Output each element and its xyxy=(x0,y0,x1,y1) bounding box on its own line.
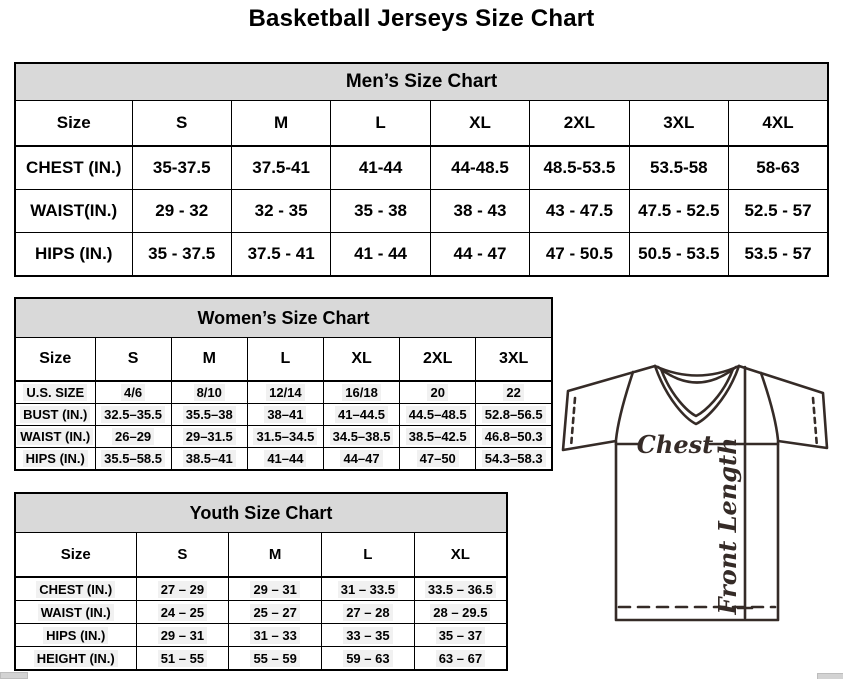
page-title: Basketball Jerseys Size Chart xyxy=(248,5,595,32)
size-value-cell: 38 - 43 xyxy=(430,190,529,233)
column-header-cell: M xyxy=(229,533,322,578)
row-label-cell xyxy=(15,647,136,671)
size-value-cell xyxy=(476,404,552,426)
cell-text: 31 – 33 xyxy=(250,627,299,644)
size-value-cell: 47.5 - 52.5 xyxy=(629,190,728,233)
size-value-cell: 37.5-41 xyxy=(231,146,330,190)
column-header-cell: S xyxy=(132,101,231,147)
row-label-cell xyxy=(15,601,136,624)
row-label-cell xyxy=(15,577,136,601)
size-value-cell xyxy=(229,647,322,671)
womens-table-title: Women’s Size Chart xyxy=(15,298,552,338)
mens-table-title: Men’s Size Chart xyxy=(15,63,828,101)
size-value-cell: 37.5 - 41 xyxy=(231,233,330,277)
chest-label: Chest xyxy=(636,430,714,459)
size-value-cell: 48.5-53.5 xyxy=(530,146,629,190)
size-value-cell: 53.5 - 57 xyxy=(729,233,828,277)
cell-text: WAIST (IN.) xyxy=(17,428,93,445)
cell-text: 26–29 xyxy=(112,428,154,445)
youth-size-table xyxy=(14,492,508,671)
cell-text: 29 – 31 xyxy=(158,627,207,644)
size-value-cell xyxy=(247,404,323,426)
cell-text: HEIGHT (IN.) xyxy=(34,650,118,667)
size-value-cell xyxy=(171,448,247,471)
size-value-cell: 41 - 44 xyxy=(331,233,430,277)
cell-text: HIPS (IN.) xyxy=(43,627,108,644)
cell-text: 44–47 xyxy=(340,450,382,467)
cell-text: 29–31.5 xyxy=(183,428,236,445)
size-value-cell: 35-37.5 xyxy=(132,146,231,190)
table-row xyxy=(15,426,552,448)
armhole-seam-right xyxy=(761,373,778,440)
cell-text: 51 – 55 xyxy=(158,650,207,667)
cell-text: HIPS (IN.) xyxy=(23,450,88,467)
table-row xyxy=(15,601,507,624)
table-header-row xyxy=(15,533,507,578)
row-label-cell xyxy=(15,404,95,426)
cell-text: 41–44.5 xyxy=(335,406,388,423)
row-label-cell xyxy=(15,448,95,471)
size-value-cell: 44 - 47 xyxy=(430,233,529,277)
table-row xyxy=(15,624,507,647)
column-header-cell: 3XL xyxy=(629,101,728,147)
size-value-cell xyxy=(323,381,399,404)
size-value-cell: 41-44 xyxy=(331,146,430,190)
front-length-label: Front Length xyxy=(713,437,742,615)
cell-text: 32.5–35.5 xyxy=(101,406,165,423)
table-row xyxy=(15,577,507,601)
table-body xyxy=(15,146,828,276)
row-label-cell xyxy=(15,624,136,647)
size-value-cell xyxy=(400,404,476,426)
table-title-row xyxy=(15,493,507,533)
size-value-cell xyxy=(414,577,507,601)
cell-text: BUST (IN.) xyxy=(20,406,90,423)
table-row xyxy=(15,404,552,426)
column-header-cell: 2XL xyxy=(530,101,629,147)
size-value-cell xyxy=(322,647,415,671)
cell-text: 29 – 31 xyxy=(250,581,299,598)
cell-text: 35.5–58.5 xyxy=(101,450,165,467)
armhole-seam-left xyxy=(616,372,633,440)
size-value-cell xyxy=(136,577,229,601)
size-value-cell xyxy=(476,448,552,471)
size-value-cell xyxy=(322,601,415,624)
column-header-cell: XL xyxy=(430,101,529,147)
mens-size-table xyxy=(14,62,829,277)
cell-text: 35.5–38 xyxy=(183,406,236,423)
cell-text: 52.8–56.5 xyxy=(482,406,546,423)
table-body xyxy=(15,577,507,670)
column-header-cell: Size xyxy=(15,533,136,578)
cell-text: 28 – 29.5 xyxy=(430,604,490,621)
size-value-cell xyxy=(229,624,322,647)
cell-text: 12/14 xyxy=(266,384,305,401)
row-label-cell: CHEST (IN.) xyxy=(15,146,132,190)
size-value-cell xyxy=(136,647,229,671)
cell-text: 24 – 25 xyxy=(158,604,207,621)
cell-text: 44.5–48.5 xyxy=(406,406,470,423)
size-value-cell xyxy=(400,381,476,404)
size-value-cell xyxy=(323,404,399,426)
size-value-cell: 29 - 32 xyxy=(132,190,231,233)
youth-table-title: Youth Size Chart xyxy=(15,493,507,533)
cell-text: 35 – 37 xyxy=(436,627,485,644)
column-header-cell: M xyxy=(171,338,247,382)
column-header-cell: 4XL xyxy=(729,101,828,147)
column-header-cell: S xyxy=(136,533,229,578)
size-value-cell xyxy=(400,426,476,448)
table-title-row xyxy=(15,298,552,338)
column-header-cell: L xyxy=(331,101,430,147)
jersey-outline xyxy=(563,366,827,620)
table-header-row xyxy=(15,101,828,147)
table-title-row xyxy=(15,63,828,101)
cell-text: 34.5–38.5 xyxy=(330,428,394,445)
size-value-cell xyxy=(136,624,229,647)
size-value-cell xyxy=(171,426,247,448)
cell-text: 38.5–41 xyxy=(183,450,236,467)
cuff-dashed-left xyxy=(571,398,575,447)
cell-text: CHEST (IN.) xyxy=(36,581,115,598)
cell-text: 31.5–34.5 xyxy=(253,428,317,445)
size-value-cell: 52.5 - 57 xyxy=(729,190,828,233)
size-value-cell xyxy=(322,624,415,647)
size-value-cell xyxy=(95,426,171,448)
cell-text: 46.8–50.3 xyxy=(482,428,546,445)
size-value-cell: 44-48.5 xyxy=(430,146,529,190)
cell-text: 27 – 29 xyxy=(158,581,207,598)
column-header-cell: L xyxy=(247,338,323,382)
cell-text: 33 – 35 xyxy=(343,627,392,644)
cell-text: 59 – 63 xyxy=(343,650,392,667)
size-value-cell: 50.5 - 53.5 xyxy=(629,233,728,277)
size-value-cell xyxy=(414,624,507,647)
size-value-cell xyxy=(476,381,552,404)
table-row xyxy=(15,448,552,471)
row-label-cell: HIPS (IN.) xyxy=(15,233,132,277)
size-value-cell xyxy=(247,426,323,448)
column-header-cell: Size xyxy=(15,338,95,382)
cell-text: WAIST (IN.) xyxy=(38,604,114,621)
cell-text: 22 xyxy=(503,384,523,401)
table-row xyxy=(15,190,828,233)
table-body xyxy=(15,381,552,470)
cell-text: 54.3–58.3 xyxy=(482,450,546,467)
row-label-cell xyxy=(15,426,95,448)
size-value-cell xyxy=(95,448,171,471)
cell-text: 4/6 xyxy=(121,384,145,401)
size-value-cell: 47 - 50.5 xyxy=(530,233,629,277)
size-value-cell: 58-63 xyxy=(729,146,828,190)
cell-text: 25 – 27 xyxy=(250,604,299,621)
size-value-cell: 35 - 38 xyxy=(331,190,430,233)
scrollbar-fragment-left[interactable] xyxy=(0,672,28,679)
column-header-cell: M xyxy=(231,101,330,147)
column-header-cell: XL xyxy=(414,533,507,578)
size-value-cell xyxy=(95,404,171,426)
size-value-cell xyxy=(136,601,229,624)
cell-text: U.S. SIZE xyxy=(23,384,87,401)
table-header-row xyxy=(15,338,552,382)
size-value-cell: 32 - 35 xyxy=(231,190,330,233)
cell-text: 27 – 28 xyxy=(343,604,392,621)
size-value-cell xyxy=(323,448,399,471)
size-value-cell xyxy=(322,577,415,601)
jersey-diagram xyxy=(555,354,843,670)
womens-size-table xyxy=(14,297,553,471)
size-value-cell xyxy=(414,601,507,624)
cell-text: 31 – 33.5 xyxy=(338,581,398,598)
cell-text: 33.5 – 36.5 xyxy=(425,581,496,598)
size-value-cell xyxy=(247,448,323,471)
column-header-cell: 3XL xyxy=(476,338,552,382)
cell-text: 38–41 xyxy=(264,406,306,423)
size-value-cell: 53.5-58 xyxy=(629,146,728,190)
size-value-cell xyxy=(229,577,322,601)
column-header-cell: XL xyxy=(323,338,399,382)
cell-text: 55 – 59 xyxy=(250,650,299,667)
cell-text: 38.5–42.5 xyxy=(406,428,470,445)
size-value-cell xyxy=(476,426,552,448)
scrollbar-fragment-right[interactable] xyxy=(817,673,843,679)
size-value-cell xyxy=(400,448,476,471)
cell-text: 47–50 xyxy=(417,450,459,467)
size-value-cell: 35 - 37.5 xyxy=(132,233,231,277)
size-value-cell xyxy=(95,381,171,404)
size-value-cell xyxy=(414,647,507,671)
column-header-cell: Size xyxy=(15,101,132,147)
cell-text: 8/10 xyxy=(194,384,225,401)
cuff-dashed-right xyxy=(813,398,817,447)
column-header-cell: S xyxy=(95,338,171,382)
row-label-cell: WAIST(IN.) xyxy=(15,190,132,233)
size-value-cell xyxy=(323,426,399,448)
table-row xyxy=(15,647,507,671)
column-header-cell: L xyxy=(322,533,415,578)
cell-text: 63 – 67 xyxy=(436,650,485,667)
table-row xyxy=(15,381,552,404)
column-header-cell: 2XL xyxy=(400,338,476,382)
size-value-cell xyxy=(171,404,247,426)
size-value-cell xyxy=(171,381,247,404)
table-row xyxy=(15,146,828,190)
size-value-cell xyxy=(247,381,323,404)
size-value-cell: 43 - 47.5 xyxy=(530,190,629,233)
size-value-cell xyxy=(229,601,322,624)
cell-text: 20 xyxy=(427,384,447,401)
table-row xyxy=(15,233,828,277)
cell-text: 16/18 xyxy=(342,384,381,401)
row-label-cell xyxy=(15,381,95,404)
cell-text: 41–44 xyxy=(264,450,306,467)
